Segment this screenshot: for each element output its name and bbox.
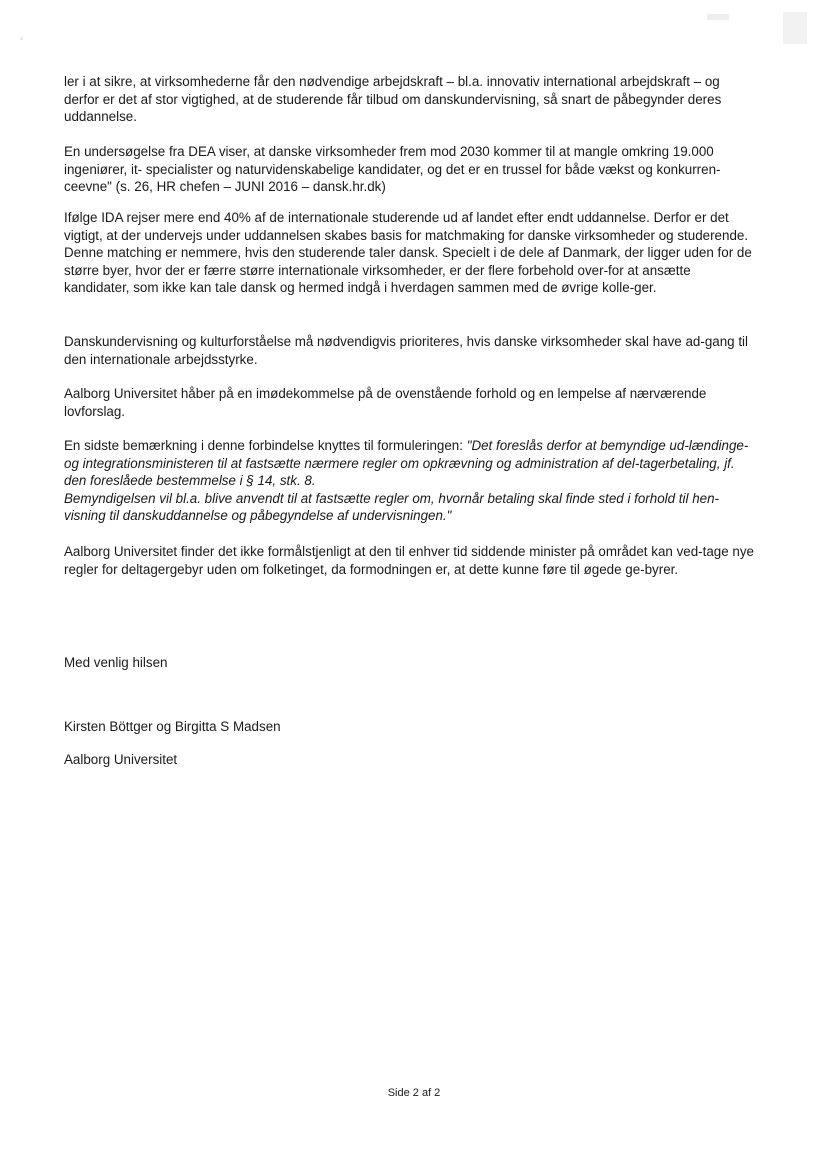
organization-name: Aalborg Universitet [64,752,178,767]
quoted-text: "Det foreslås derfor at bemyndige ud-lændinge- og integrationsministeren til at fastsætte nærmere regler om opkrævning og administration af del-tagerbetaling, jf. den foreslåede bestemmelse i § 14, stk. 8. [64,438,749,489]
scan-mark [707,14,729,20]
paragraph-conclusion: Aalborg Universitet finder det ikke formålstjenligt at den til enhver tid siddende minister på området kan ved-tage nye regler for deltagergebyr uden om folketinget, da formodningen er, at dette kunne føre til øgede ge-byrer. [64,544,754,578]
closing-greeting: Med venlig hilsen [64,655,168,670]
page-number-footer: Side 2 af 2 [387,1087,441,1099]
paragraph-dea-study: En undersøgelse fra DEA viser, at danske virksomheder frem mod 2030 kommer til at mangle omkring 19.000 ingeniører, it- specialister og naturvidenskabelige kandidater, og det er en trussel for både vækst og konkurren-ceevne" (s. 26, HR chefen – JUNI 2016 – dansk.hr.dk) [64,144,721,195]
scan-mark [783,12,807,44]
quoted-text-continued: Bemyndigelsen vil bl.a. blive anvendt til at fastsætte regler om, hvornår betaling skal finde sted i forhold til hen-visning til danskuddannelse og påbegyndelse af undervisningen." [64,490,719,524]
paragraph-accommodation-request: Aalborg Universitet håber på en imødekommelse på de ovenstående forhold og en lempelse af nærværende lovforslag. [64,386,707,419]
paragraph-workforce: ler i at sikre, at virksomhederne får den nødvendige arbejdskraft – bl.a. innovativ international arbejdskraft – og derfor er det af stor vigtighed, at de studerende får tilbud om danskundervisning, så snart de påbegynder deres uddannelse. [64,74,722,125]
scan-mark [20,37,23,40]
paragraph-ida-matchmaking: Ifølge IDA rejser mere end 40% af de internationale studerende ud af landet efter endt uddannelse. Derfor er det vigtigt, at der undervejs under uddannelsen skabes basis for matchmaking for danske virksomheder og studerende. Denne matching er nemmere, hvis den studerende taler dansk. Specielt i de dele af Danmark, der ligger uden for de større byer, hvor der er færre større internationale virksomheder, er der flere forbehold over-for at ansætte kandidater, som ikke kan tale dansk og hermed indgå i hverdagen sammen med de øvrige kolle-ger. [64,210,752,296]
paragraph-quote [64,437,754,525]
signatories: Kirsten Böttger og Birgitta S Madsen [64,719,281,734]
paragraph-danish-priority: Danskundervisning og kulturforståelse må nødvendigvis prioriteres, hvis danske virksomheder skal have ad-gang til den internationale arbejdsstyrke. [64,334,749,367]
quote-intro: En sidste bemærkning i denne forbindelse knyttes til formuleringen: [64,438,467,453]
